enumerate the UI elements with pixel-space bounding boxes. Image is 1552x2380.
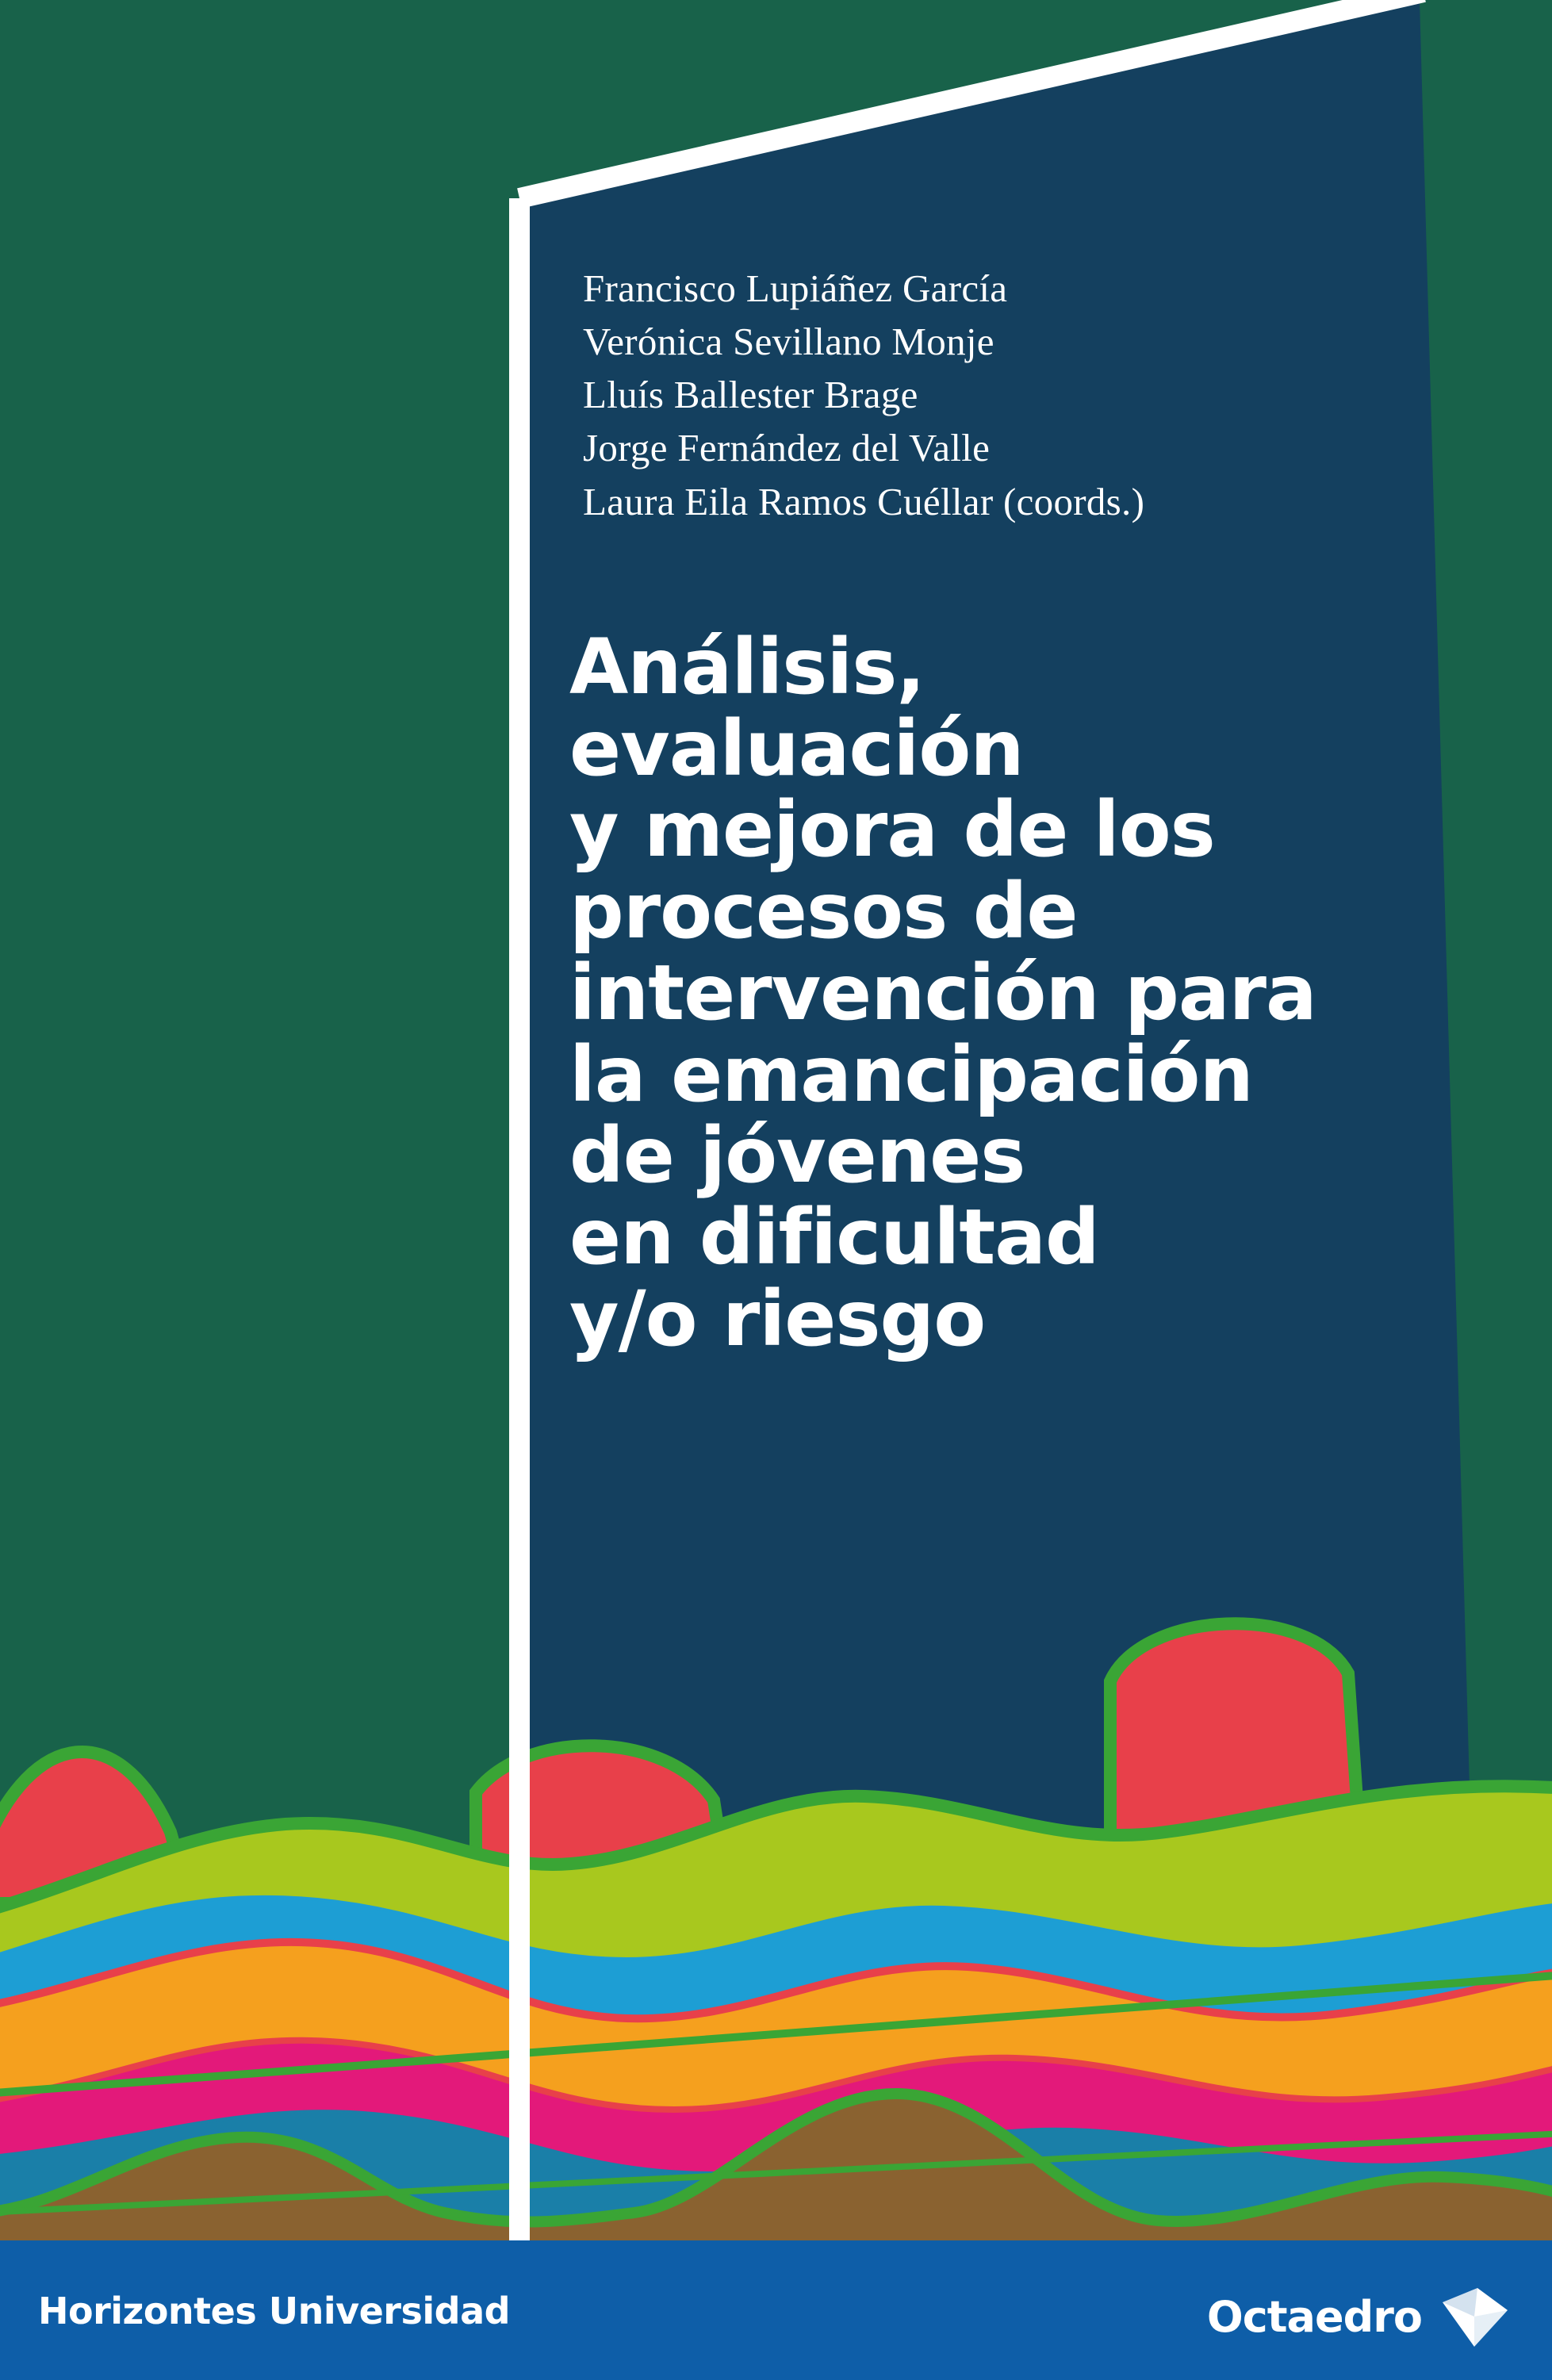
footer-bar (0, 2240, 1552, 2380)
author-list (583, 262, 1471, 528)
title-line: la emancipación (569, 1029, 1253, 1119)
title-line: intervención para (569, 948, 1316, 1037)
publisher-logo (1207, 2278, 1511, 2355)
book-title (569, 623, 1489, 1363)
title-line: en dificultad (569, 1193, 1099, 1282)
publisher-name: Octaedro (1206, 2291, 1422, 2342)
title-line: y mejora de los (569, 785, 1215, 875)
author-name: Francisco Lupiáñez García (583, 266, 1008, 310)
title-line: Análisis, (569, 623, 925, 711)
author-name: Lluís Ballester Brage (583, 373, 918, 417)
author-name: Laura Eila Ramos Cuéllar (coords.) (583, 479, 1145, 523)
author-name: Jorge Fernández del Valle (583, 426, 991, 470)
octaedro-logo-icon (1435, 2278, 1511, 2355)
title-line: y/o riesgo (569, 1274, 986, 1363)
author-name: Verónica Sevillano Monje (583, 320, 994, 364)
collection-name: Horizontes Universidad (38, 2290, 511, 2332)
title-line: procesos de (569, 867, 1078, 956)
title-line: evaluación (569, 703, 1024, 793)
title-line: de jóvenes (569, 1111, 1025, 1201)
